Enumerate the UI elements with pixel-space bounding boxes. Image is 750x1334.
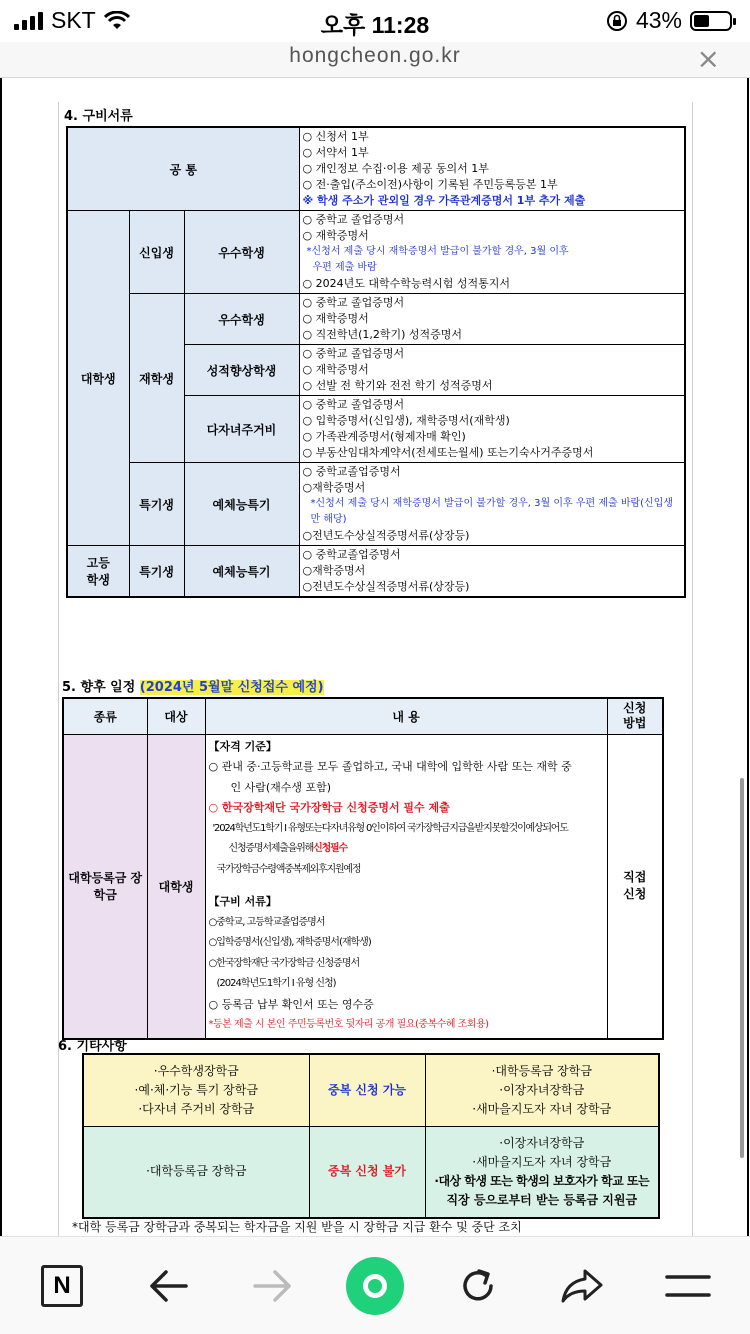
back-button[interactable] bbox=[143, 1261, 193, 1311]
share-button[interactable] bbox=[557, 1261, 607, 1311]
arts-high-label: 예체능특기 bbox=[184, 546, 299, 598]
schedule-table bbox=[62, 697, 664, 1040]
duplication-table bbox=[82, 1053, 660, 1219]
university-label: 대학생 bbox=[67, 211, 129, 546]
arts-high-items: ○ 중학교졸업증명서 ○재학증명서 ○전년도수상실적증명서류(상장등) bbox=[299, 546, 685, 598]
rotation-lock-icon bbox=[606, 10, 628, 32]
status-time: 오후 11:28 bbox=[320, 12, 430, 38]
section4-title: 4. 구비서류 bbox=[64, 109, 133, 124]
common-items: ○ 신청서 1부 ○ 서약서 1부 ○ 개인정보 수집·이용 제공 동의서 1부 ○ 전·출입(주소이전)사항이 기록된 주민등록등본 1부 ※ 학생 주소가 관외일 경우 가족관계증명서 1부 추가 제출 bbox=[299, 127, 685, 211]
enrolled-excellent-items: ○ 중학교 졸업증명서 ○ 재학증명서 ○ 직전학년(1,2학기) 성적증명서 bbox=[299, 294, 685, 345]
share-arrow-icon bbox=[559, 1267, 605, 1305]
multichild-label: 다자녀주거비 bbox=[184, 396, 299, 463]
fresh-excellent-label: 우수학생 bbox=[184, 211, 299, 294]
freshman-label: 신입생 bbox=[129, 211, 184, 294]
duplicate-denied-label: 중복 신청 불가 bbox=[309, 1126, 425, 1218]
scholarship-content: 【자격 기준】 ○ 관내 중·고등학교를 모두 졸업하고, 국내 대학에 입학한 사람 또는 재학 중 인 사람(재수생 포함) ○ 한국장학재단 국가장학금 신청증명서 필수 제출 '2024학년도1학기 I 유형또는다자녀유형 0인이하여 국가장학금지급을받지못할것이예상되어도 신청증명서제출을위해신청필수 국가장학금수령액중복제외후지원예정 【구비 서류】 ○중학교, 고등학교졸업증명서 ○입학증명서(신입생), 재학증명서(재학생) ○한국장학재단 국가장학금 신청증명서 (2024학년도1학기 I 유형 신청) ○ 등록금 납부 확인서 또는 영수증 *등본 제출 시 본인 주민등록번호 뒷자리 공개 필요(중복수혜 조회용) bbox=[205, 734, 607, 1039]
document-viewport[interactable] bbox=[0, 78, 750, 1236]
green-circle-icon bbox=[346, 1257, 404, 1315]
reload-button[interactable] bbox=[453, 1261, 503, 1311]
carrier-label: SKT bbox=[51, 7, 96, 33]
grade-up-label: 성적향상학생 bbox=[184, 345, 299, 396]
hamburger-menu-icon bbox=[665, 1271, 711, 1301]
arts-univ-items: ○ 중학교졸업증명서 ○재학증명서 *신청서 제출 당시 재학증명서 발급이 불가할 경우, 3월 이후 우편 제출 바람(신입생만 해당) ○전년도수상실적증명서류(상장등) bbox=[299, 463, 685, 546]
duplicate-denied-right: ·이장자녀장학금 ·새마을지도자 자녀 장학금 ·대상 학생 또는 학생의 보호자가 학교 또는 직장 등으로부터 받는 등록금 지원금 bbox=[425, 1126, 659, 1218]
arrow-left-icon bbox=[148, 1269, 188, 1303]
apply-method: 직접 신청 bbox=[607, 734, 663, 1039]
common-label: 공 통 bbox=[67, 127, 299, 211]
battery-percent: 43% bbox=[635, 7, 682, 33]
reload-icon bbox=[457, 1265, 499, 1307]
scrollbar[interactable] bbox=[740, 778, 744, 1158]
naver-home-button[interactable] bbox=[37, 1261, 87, 1311]
forward-button[interactable] bbox=[248, 1261, 298, 1311]
close-icon[interactable]: × bbox=[696, 42, 720, 75]
duplicate-allowed-label: 중복 신청 가능 bbox=[309, 1054, 425, 1126]
browser-toolbar bbox=[0, 1236, 750, 1334]
duplicate-allowed-right: ·대학등록금 장학금 ·이장자녀장학금 ·새마을지도자 자녀 장학금 bbox=[425, 1054, 659, 1126]
scholarship-type: 대학등록금 장학금 bbox=[63, 734, 147, 1039]
arrow-right-icon bbox=[253, 1269, 293, 1303]
duplicate-denied-left: ·대학등록금 장학금 bbox=[83, 1126, 309, 1218]
menu-button[interactable] bbox=[663, 1261, 713, 1311]
grade-up-items: ○ 중학교 졸업증명서 ○ 재학증명서 ○ 선발 전 학기와 전전 학기 성적증명서 bbox=[299, 345, 685, 396]
battery-icon bbox=[690, 11, 732, 31]
header-type: 종류 bbox=[63, 698, 147, 734]
enrolled-excellent-label: 우수학생 bbox=[184, 294, 299, 345]
duplicate-allowed-left: ·우수학생장학금 ·예·체·기능 특기 장학금 ·다자녀 주거비 장학금 bbox=[83, 1054, 309, 1126]
special-label-univ: 특기생 bbox=[129, 463, 184, 546]
section5-title: 5. 향후 일정 (2024년 5월말 신청접수 예정) bbox=[62, 680, 324, 695]
required-documents-table bbox=[66, 126, 686, 598]
status-bar bbox=[0, 0, 750, 42]
special-label-high: 특기생 bbox=[129, 546, 184, 598]
section6-title: 6. 기타사항 bbox=[58, 1039, 127, 1054]
arts-univ-label: 예체능특기 bbox=[184, 463, 299, 546]
scholarship-target: 대학생 bbox=[147, 734, 205, 1039]
url-text[interactable]: hongcheon.go.kr bbox=[289, 44, 461, 67]
status-right bbox=[606, 7, 732, 34]
green-dot-button[interactable] bbox=[346, 1257, 404, 1315]
highschool-label: 고등 학생 bbox=[67, 546, 129, 598]
enrolled-label: 재학생 bbox=[129, 294, 184, 463]
section5-title-highlight: (2024년 5월말 신청접수 예정) bbox=[139, 680, 324, 695]
section6-footnote: *대학 등록금 장학금과 중복되는 학자금을 지원 받을 시 장학금 지급 환수 및 중단 조치 bbox=[72, 1220, 522, 1234]
header-target: 대상 bbox=[147, 698, 205, 734]
naver-n-icon: N bbox=[41, 1265, 83, 1307]
fresh-excellent-items: ○ 중학교 졸업증명서 ○ 재학증명서 *신청서 제출 당시 재학증명서 발급이 불가할 경우, 3월 이후 우편 제출 바람 ○ 2024년도 대학수학능력시험 성적통지서 bbox=[299, 211, 685, 294]
multichild-items: ○ 중학교 졸업증명서 ○ 입학증명서(신입생), 재학증명서(재학생) ○ 가족관계증명서(형제자매 확인) ○ 부동산임대차계약서(전세또는월세) 또는기숙사거주증명서 bbox=[299, 396, 685, 463]
header-content: 내 용 bbox=[205, 698, 607, 734]
url-bar[interactable] bbox=[0, 42, 750, 78]
header-method: 신청 방법 bbox=[607, 698, 663, 734]
